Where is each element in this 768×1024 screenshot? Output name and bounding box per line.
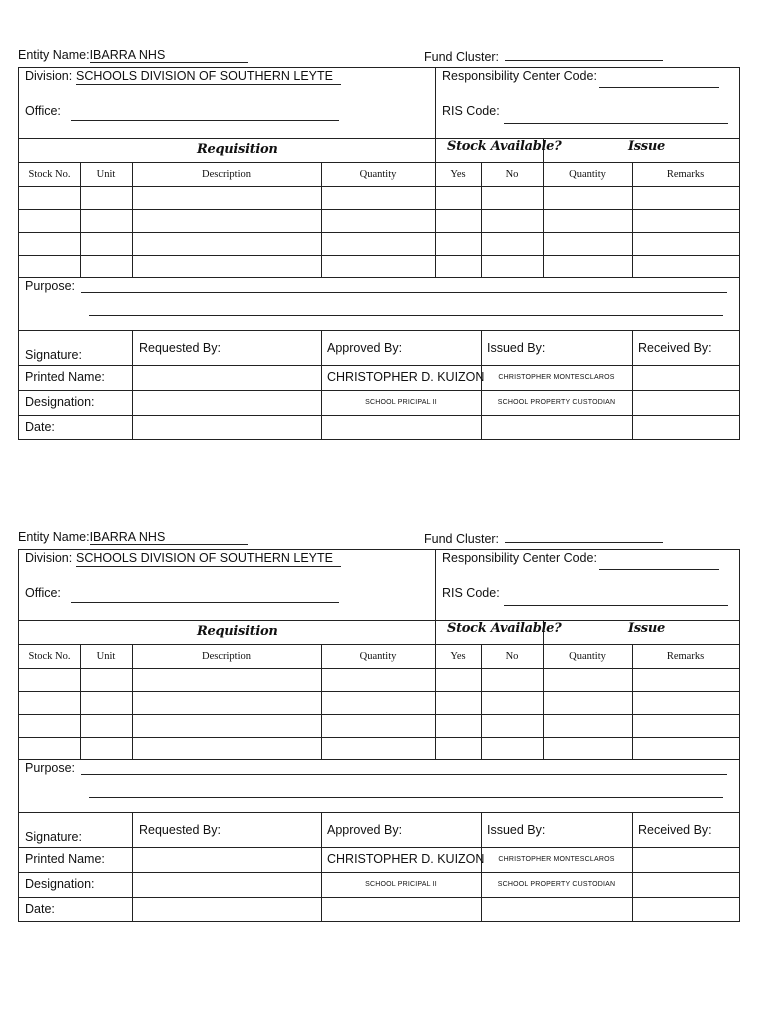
office-input[interactable] <box>71 120 339 121</box>
issuer-printed-name: CHRISTOPHER MONTESCLAROS <box>498 374 615 381</box>
fund-cluster-input[interactable] <box>505 48 663 61</box>
approved-by-label: Approved By: <box>327 341 403 355</box>
printed-name-label: Printed Name: <box>25 852 105 866</box>
entity-name-field <box>18 530 248 545</box>
col-unit: Unit <box>96 651 116 662</box>
ris-table <box>18 67 740 440</box>
rcc-input[interactable] <box>599 87 719 88</box>
divider <box>632 813 633 921</box>
signature-label: Signature: <box>25 348 82 362</box>
divider <box>19 691 739 692</box>
date-label: Date: <box>25 420 55 434</box>
rcc-label: Responsibility Center Code: <box>442 551 597 565</box>
col-yes: Yes <box>450 651 466 662</box>
division-value[interactable]: SCHOOLS DIVISION OF SOUTHERN LEYTE <box>76 69 341 85</box>
approver-designation: SCHOOL PRICIPAL II <box>365 881 437 888</box>
col-stock-no: Stock No. <box>28 651 71 662</box>
division-label: Division: <box>25 551 73 565</box>
entity-name-label: Entity Name: <box>18 48 90 62</box>
fund-cluster-input[interactable] <box>505 530 663 543</box>
divider <box>19 872 739 873</box>
divider <box>132 331 133 439</box>
approver-printed-name: CHRISTOPHER D. KUIZON <box>327 370 485 384</box>
ris-code-label: RIS Code: <box>442 104 500 118</box>
col-description: Description <box>202 651 251 662</box>
designation-label: Designation: <box>25 877 95 891</box>
col-quantity: Quantity <box>359 651 397 662</box>
col-remarks: Remarks <box>666 651 705 662</box>
divider <box>19 209 739 210</box>
approver-designation: SCHOOL PRICIPAL II <box>365 399 437 406</box>
col-issue-quantity: Quantity <box>569 651 606 662</box>
purpose-label: Purpose: <box>25 761 76 775</box>
fund-cluster-field <box>424 530 663 546</box>
requisition-header: Requisition <box>197 142 278 157</box>
divider <box>19 812 739 813</box>
ris-form-2 <box>18 530 740 920</box>
issuer-designation: SCHOOL PROPERTY CUSTODIAN <box>497 399 616 406</box>
col-no: No <box>505 651 519 662</box>
issue-header: Issue <box>628 139 665 154</box>
purpose-input-line-2[interactable] <box>89 315 723 316</box>
ris-code-input[interactable] <box>504 605 728 606</box>
divider <box>19 714 739 715</box>
divider <box>321 813 322 921</box>
purpose-input-line-1[interactable] <box>81 774 727 775</box>
ris-code-label: RIS Code: <box>442 586 500 600</box>
date-label: Date: <box>25 902 55 916</box>
divider <box>632 331 633 439</box>
requisition-header: Requisition <box>197 624 278 639</box>
purpose-input-line-2[interactable] <box>89 797 723 798</box>
stock-available-header: Stock Available? <box>447 621 562 636</box>
col-yes: Yes <box>450 169 466 180</box>
divider <box>19 737 739 738</box>
office-label: Office: <box>25 104 61 118</box>
rcc-input[interactable] <box>599 569 719 570</box>
col-unit: Unit <box>96 169 116 180</box>
issuer-printed-name: CHRISTOPHER MONTESCLAROS <box>498 856 615 863</box>
stock-available-header: Stock Available? <box>447 139 562 154</box>
divider <box>481 813 482 921</box>
divider <box>19 415 739 416</box>
divider <box>19 232 739 233</box>
fund-cluster-field <box>424 48 663 64</box>
approver-printed-name: CHRISTOPHER D. KUIZON <box>327 852 485 866</box>
printed-name-label: Printed Name: <box>25 370 105 384</box>
divider <box>19 330 739 331</box>
divider <box>19 255 739 256</box>
divider <box>19 186 739 187</box>
ris-code-input[interactable] <box>504 123 728 124</box>
col-quantity: Quantity <box>359 169 397 180</box>
purpose-input-line-1[interactable] <box>81 292 727 293</box>
office-label: Office: <box>25 586 61 600</box>
rcc-label: Responsibility Center Code: <box>442 69 597 83</box>
divider <box>19 277 739 278</box>
fund-cluster-label: Fund Cluster: <box>424 50 500 64</box>
divider <box>19 897 739 898</box>
approved-by-label: Approved By: <box>327 823 403 837</box>
issued-by-label: Issued By: <box>487 341 546 355</box>
col-issue-quantity: Quantity <box>569 169 606 180</box>
received-by-label: Received By: <box>638 341 712 355</box>
entity-name-value[interactable]: IBARRA NHS <box>90 530 248 545</box>
divider <box>19 162 739 163</box>
issued-by-label: Issued By: <box>487 823 546 837</box>
col-no: No <box>505 169 519 180</box>
received-by-label: Received By: <box>638 823 712 837</box>
issue-header: Issue <box>628 621 665 636</box>
purpose-label: Purpose: <box>25 279 76 293</box>
fund-cluster-label: Fund Cluster: <box>424 532 500 546</box>
entity-name-value[interactable]: IBARRA NHS <box>90 48 248 63</box>
divider <box>132 813 133 921</box>
divider <box>19 390 739 391</box>
ris-table <box>18 549 740 922</box>
office-input[interactable] <box>71 602 339 603</box>
divider <box>19 759 739 760</box>
divider <box>19 668 739 669</box>
designation-label: Designation: <box>25 395 95 409</box>
division-label: Division: <box>25 69 73 83</box>
divider <box>435 68 436 162</box>
divider <box>435 550 436 644</box>
entity-name-label: Entity Name: <box>18 530 90 544</box>
divider <box>19 644 739 645</box>
col-description: Description <box>202 169 251 180</box>
requested-by-label: Requested By: <box>139 341 221 355</box>
form-header-line <box>18 530 740 548</box>
form-header-line <box>18 48 740 66</box>
entity-name-field <box>18 48 248 63</box>
divider <box>321 331 322 439</box>
divider <box>481 331 482 439</box>
signature-label: Signature: <box>25 830 82 844</box>
divider <box>19 847 739 848</box>
requested-by-label: Requested By: <box>139 823 221 837</box>
division-value[interactable]: SCHOOLS DIVISION OF SOUTHERN LEYTE <box>76 551 341 567</box>
col-stock-no: Stock No. <box>28 169 71 180</box>
issuer-designation: SCHOOL PROPERTY CUSTODIAN <box>497 881 616 888</box>
ris-form-1 <box>18 48 740 438</box>
col-remarks: Remarks <box>666 169 705 180</box>
divider <box>19 365 739 366</box>
